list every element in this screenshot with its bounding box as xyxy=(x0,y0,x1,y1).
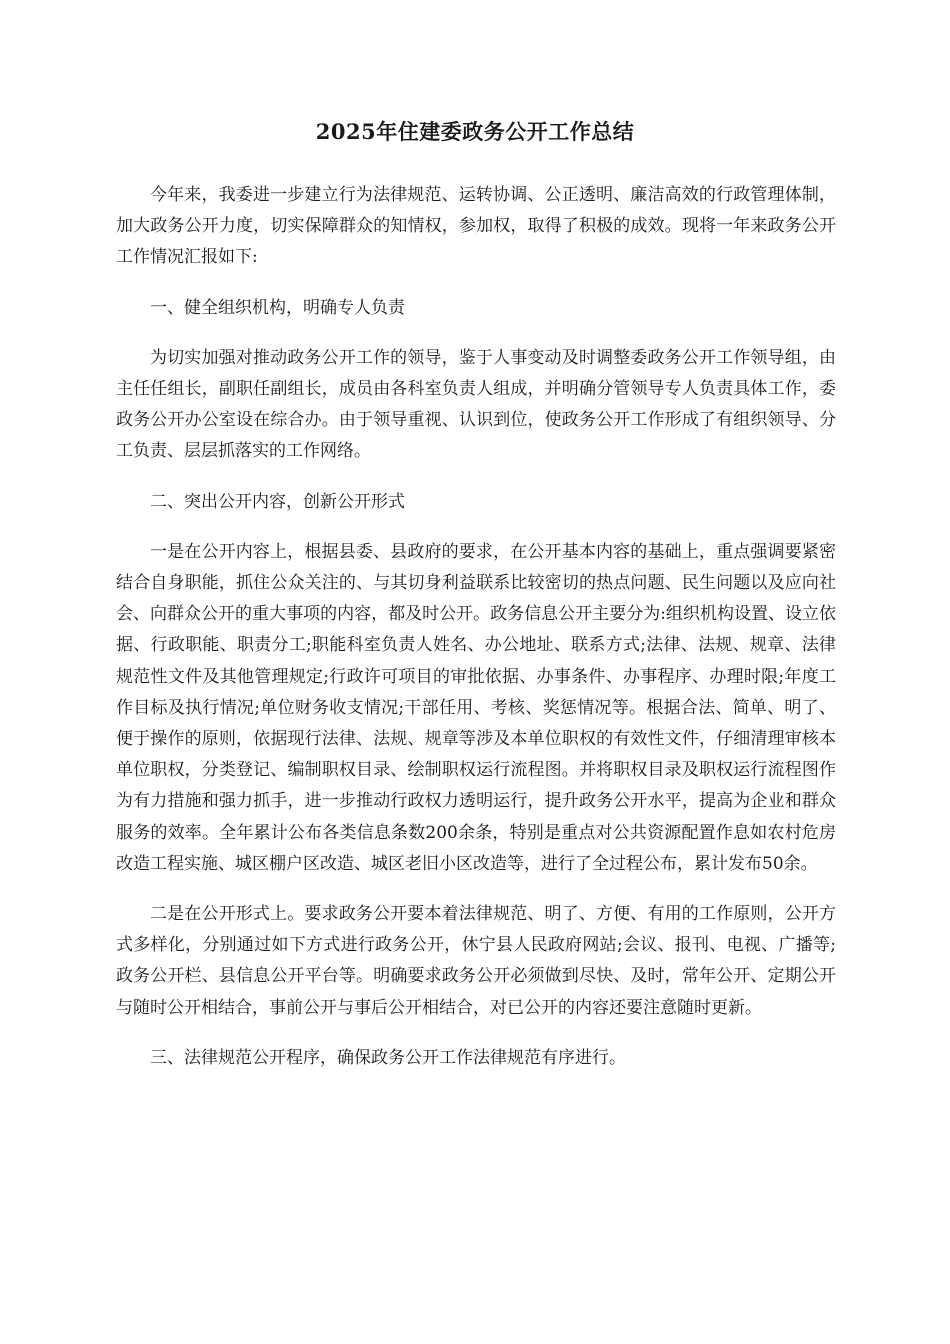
section-2-paragraph-form: 二是在公开形式上。要求政务公开要本着法律规范、明了、方便、有用的工作原则，公开方式多样化，分别通过如下方式进行政务公开，休宁县人民政府网站;会议、报刊、电视、广播等;政务公开栏、县信息公开平台等。明确要求政务公开必须做到尽快、及时，常年公开、定期公开与随时公开相结合，事前公开与事后公开相结合，对已公开的内容还要注意随时更新。 xyxy=(116,904,836,1018)
section-heading-1: 一、健全组织机构，明确专人负责 xyxy=(150,297,405,318)
section-heading-3: 三、法律规范公开程序，确保政务公开工作法律规范有序进行。 xyxy=(150,1047,626,1068)
document-title: 2025年住建委政务公开工作总结 xyxy=(315,119,635,144)
section-heading-2: 二、突出公开内容，创新公开形式 xyxy=(150,491,405,512)
section-1-paragraph: 为切实加强对推动政务公开工作的领导，鉴于人事变动及时调整委政务公开工作领导组，由主任任组长，副职任副组长，成员由各科室负责人组成，并明确分管领导专人负责具体工作，委政务公开办公室设在综合办。由于领导重视、认识到位，使政务公开工作形成了有组织领导、分工负责、层层抓落实的工作网络。 xyxy=(116,347,836,462)
section-2-paragraph-content: 一是在公开内容上，根据县委、县政府的要求，在公开基本内容的基础上，重点强调要紧密结合自身职能，抓住公众关注的、与其切身利益联系比较密切的热点问题、民生问题以及应向社会、向群众公开的重大事项的内容，都及时公开。政务信息公开主要分为:组织机构设置、设立依据、行政职能、职责分工;职能科室负责人姓名、办公地址、联系方式;法律、法规、规章、法律规范性文件及其他管理规定;行政许可项目的审批依据、办事条件、办事程序、办理时限;年度工作目标及执行情况;单位财务收支情况;干部任用、考核、奖惩情况等。根据合法、简单、明了、便于操作的原则，依据现行法律、法规、规章等涉及本单位职权的有效性文件，仔细清理审核本单位职权，分类登记、编制职权目录、绘制职权运行流程图。并将职权目录及职权运行流程图作为有力措施和强力抓手，进一步推动行政权力透明运行，提升政务公开水平，提高为企业和群众服务的效率。全年累计公布各类信息条数200余条，特别是重点对公共资源配置作息如农村危房改造工程实施、城区棚户区改造、城区老旧小区改造等，进行了全过程公布，累计发布50余。 xyxy=(116,541,836,874)
document-body xyxy=(116,180,836,1093)
intro-paragraph: 今年来，我委进一步建立行为法律规范、运转协调、公正透明、廉洁高效的行政管理体制，加大政务公开力度，切实保障群众的知情权，参加权，取得了积极的成效。现将一年来政务公开工作情况汇报如下: xyxy=(116,185,836,268)
